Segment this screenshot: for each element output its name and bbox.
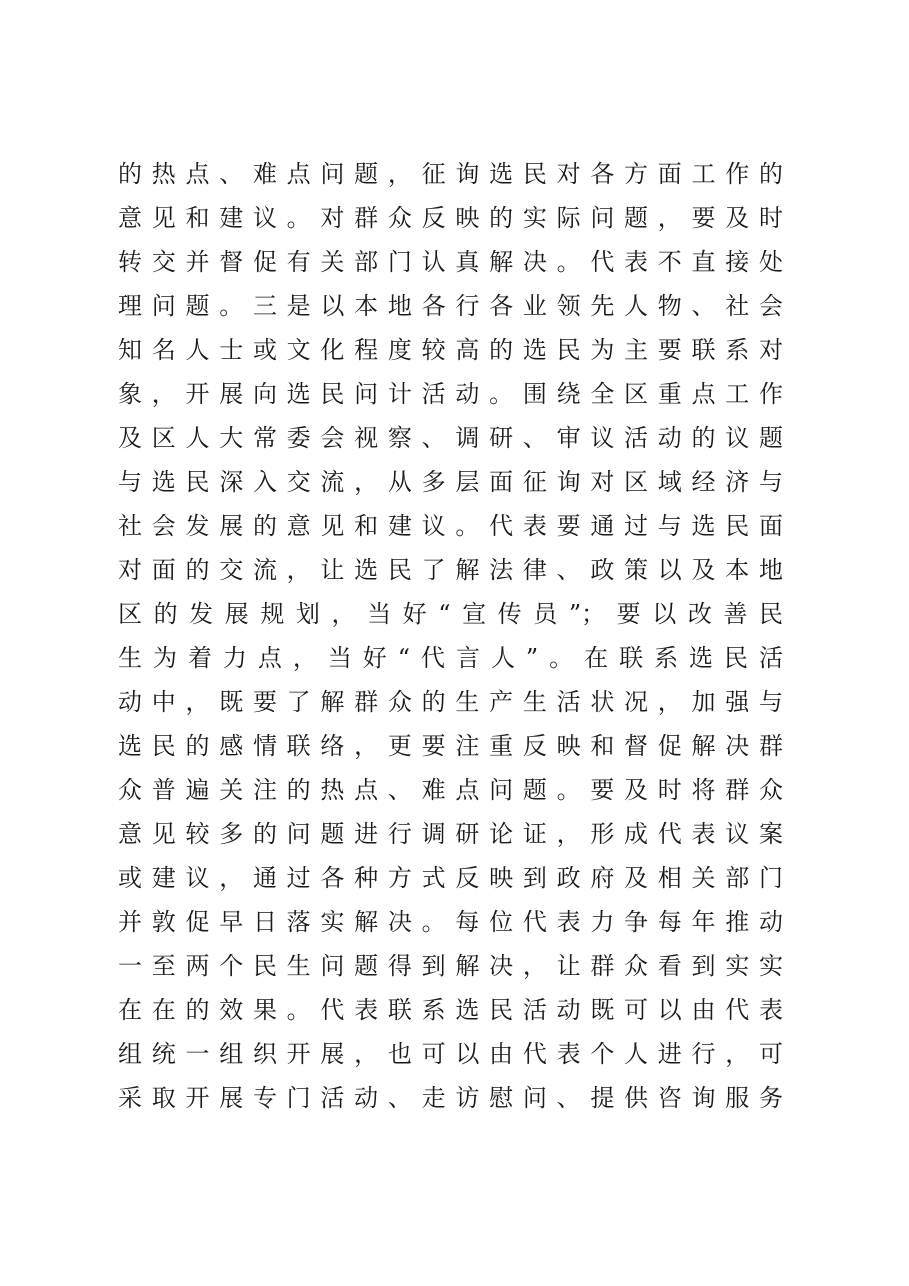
text-line: 并敦促早日落实解决。每位代表力争每年推动: [118, 908, 783, 936]
text-line: 意见和建议。对群众反映的实际问题，要及时: [118, 204, 783, 232]
text-line: 对面的交流，让选民了解法律、政策以及本地: [118, 556, 783, 584]
text-line: 理问题。三是以本地各行各业领先人物、社会: [118, 292, 783, 320]
text-line: 象，开展向选民问计活动。围绕全区重点工作: [118, 380, 783, 408]
text-line: 生为着力点，当好“代言人”。在联系选民活: [118, 644, 783, 672]
text-line: 选民的感情联络，更要注重反映和督促解决群: [118, 732, 783, 760]
text-line: 采取开展专门活动、走访慰问、提供咨询服务: [118, 1084, 783, 1112]
text-line: 或建议，通过各种方式反映到政府及相关部门: [118, 864, 783, 892]
text-line: 的热点、难点问题，征询选民对各方面工作的: [118, 160, 783, 188]
text-line: 众普遍关注的热点、难点问题。要及时将群众: [118, 776, 783, 804]
text-line: 转交并督促有关部门认真解决。代表不直接处: [118, 248, 783, 276]
text-line: 一至两个民生问题得到解决，让群众看到实实: [118, 952, 783, 980]
text-line: 组统一组织开展，也可以由代表个人进行，可: [118, 1040, 783, 1068]
text-line: 在在的效果。代表联系选民活动既可以由代表: [118, 996, 783, 1024]
text-line: 社会发展的意见和建议。代表要通过与选民面: [118, 512, 783, 540]
text-line: 与选民深入交流，从多层面征询对区域经济与: [118, 468, 783, 496]
text-line: 区的发展规划，当好“宣传员”；要以改善民: [118, 600, 783, 628]
text-line: 意见较多的问题进行调研论证，形成代表议案: [118, 820, 783, 848]
text-line: 动中，既要了解群众的生产生活状况，加强与: [118, 688, 783, 716]
text-line: 及区人大常委会视察、调研、审议活动的议题: [118, 424, 783, 452]
body-text: [118, 152, 783, 1120]
text-line: 知名人士或文化程度较高的选民为主要联系对: [118, 336, 783, 364]
